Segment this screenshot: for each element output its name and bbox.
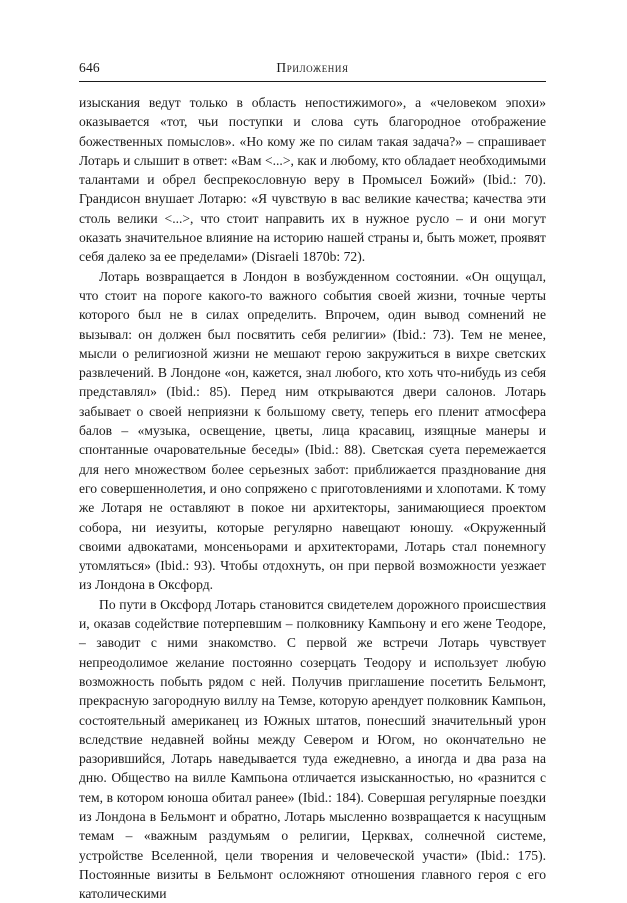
header-rule xyxy=(79,81,546,82)
section-title: Приложения xyxy=(276,60,349,75)
paragraph-3: По пути в Оксфорд Лотарь становится свидетелем дорожного происшествия и, оказав содействие потерпевшим – полковнику Кампьону и его жене Теодоре, – заводит с ними знакомство. С первой же встречи Лотарь чувствует непреодолимое желание постоянно созерцать Теодору и использует любую возможность побыть рядом с ней. Получив приглашение посетить Бельмонт, прекрасную загородную виллу на Темзе, которую арендует полковник Кампьон, состоятельный американец из Южных штатов, понесший значительный урон вследствие недавней войны между Севером и Югом, но окончательно не разорившийся, Лотарь наведывается туда ежедневно, а иногда и два раза на дню. Общество на вилле Кампьона отличается изысканностью, но «разнится с тем, в котором юноша обитал ранее» (Ibid.: 184). Совершая регулярные поездки из Лондона в Бельмонт и обратно, Лотарь мысленно возвращается к насущным темам – «важным раздумьям о религии, Церквах, солнечной системе, устройстве Вселенной, цели творения и человеческой участи» (Ibid.: 175). Постоянные визиты в Бельмонт осложняют отношения главного героя с его католическими xyxy=(79,596,546,902)
paragraph-1: изыскания ведут только в область непостижимого», а «человеком эпохи» оказывается «тот, чьи поступки и слова суть благородное отображение божественных помыслов». «Но кому же по силам такая задача?» – спрашивает Лотарь и слышит в ответ: «Вам <...>, как и любому, кто обладает необходимыми талантами и обрел беспрекословную веру в Промысел Божий» (Ibid.: 70). Грандисон внушает Лотарю: «Я чувствую в вас великие качества; качества эти столь велики <...>, что стоит направить их в нужное русло – и они могут оказать значительное влияние на историю нашей страны и, быть может, проявят себя далеко за ее пределами» (Disraeli 1870b: 72). xyxy=(79,95,546,265)
body-text xyxy=(79,93,546,903)
running-head xyxy=(79,56,546,78)
paragraph-2: Лотарь возвращается в Лондон в возбужденном состоянии. «Он ощущал, что стоит на пороге какого-то важного события своей жизни, точные черты которого был не в силах определить. Впрочем, один вывод сомнений не вызывал: он должен был посвятить себя религии» (Ibid.: 73). Тем не менее, мысли о религиозной жизни не мешают герою закружиться в вихре светских развлечений. В Лондоне «он, кажется, знал любого, кто хоть что-нибудь из себя представлял» (Ibid.: 85). Перед ним открываются двери салонов. Лотарь забывает о своей неприязни к большому свету, теперь его пленит атмосфера балов – «музыка, освещение, цветы, лица красавиц, изящные манеры и спонтанные очаровательные беседы» (Ibid.: 88). Светская суета перемежается для него множеством более серьезных забот: приближается празднование дня его совершеннолетия, и оно сопряжено с приготовлениями и хлопотами. К тому же Лотаря не оставляют в покое ни архитекторы, занимающиеся проектом собора, ни иезуиты, которые регулярно навещают юношу. «Окруженный своими адвокатами, монсеньорами и архитекторами, Лотарь стал понемногу утомляться» (Ibid.: 93). Чтобы отдохнуть, он при первой возможности уезжает из Лондона в Оксфорд. xyxy=(79,268,546,593)
page-number: 646 xyxy=(79,60,100,75)
